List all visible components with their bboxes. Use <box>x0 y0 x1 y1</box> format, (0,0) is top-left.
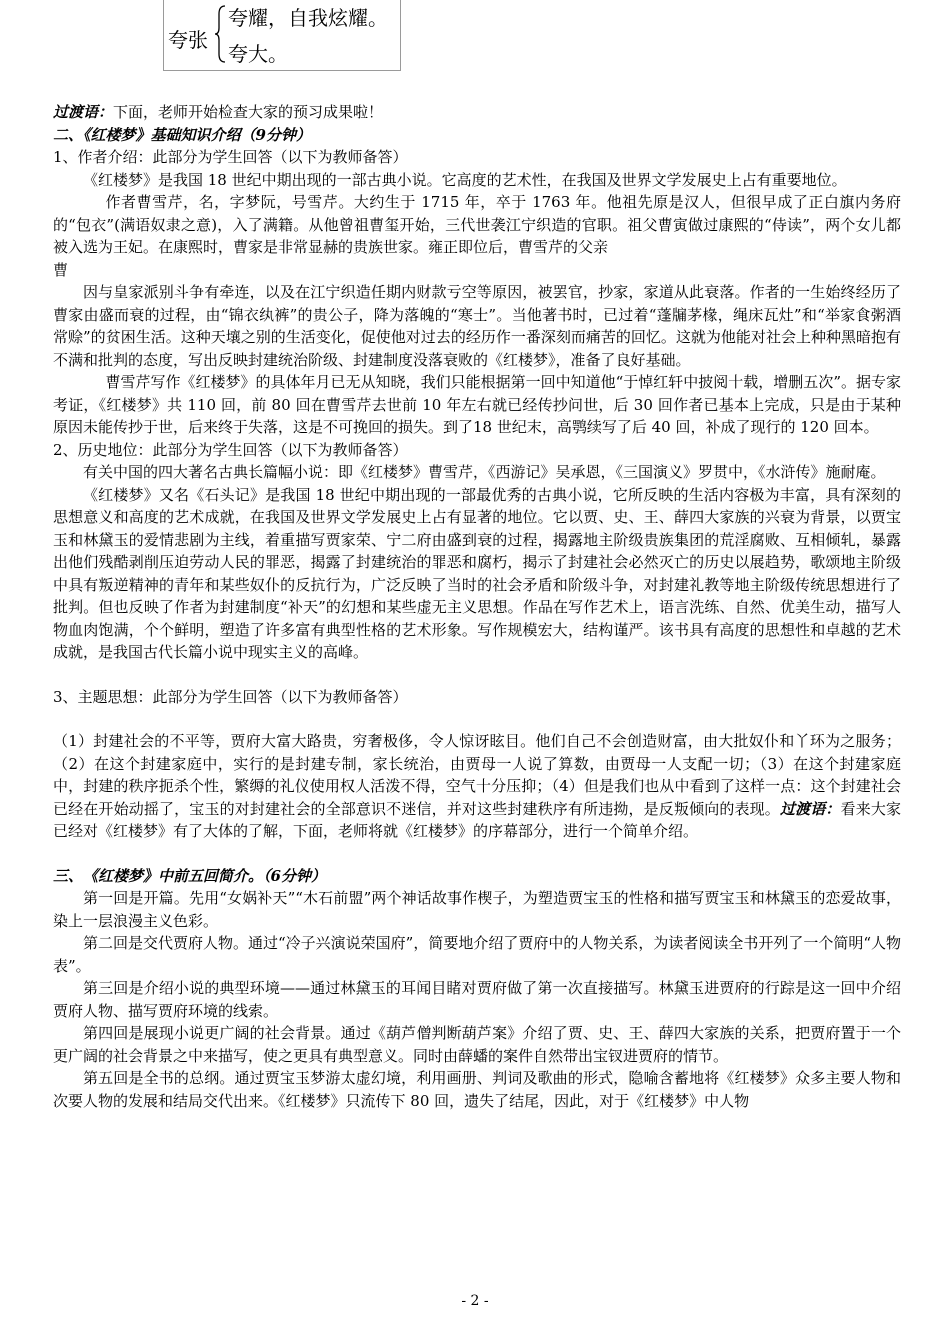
s3-paragraph-1: 第一回是开篇。先用“女娲补天”“木石前盟”两个神话故事作楔子，为塑造贾宝玉的性格和描写贾宝玉和林黛玉的恋爱故事，染上一层浪漫主义色彩。 <box>53 889 901 930</box>
transition-text: 下面，老师开始检查大家的预习成果啦！ <box>113 103 384 121</box>
s3-paragraph-4: 第四回是展现小说更广阔的社会背景。通过《葫芦僧判断葫芦案》介绍了贾、史、王、薛四大家族的关系，把贾府置于一个更广阔的社会背景之中来描写，使之更具有典型意义。同时由薛蟠的案件自然带出宝钗进贾府的情节。 <box>53 1024 901 1065</box>
s2-paragraph-7 <box>53 730 901 843</box>
s2-paragraph-6: 《红楼梦》又名《石头记》是我国 18 世纪中期出现的一部最优秀的古典小说，它所反映的生活内容极为丰富，具有深刻的思想意义和高度的艺术成就，在我国及世界文学发展史上占有显著的地位。它以贾、史、王、薛四大家族的兴衰为背景，以贾宝玉和林黛玉的爱情悲剧为主线，着重描写贾家荣、宁二府由盛到衰的过程，揭露地主阶级贵族集团的荒淫腐败、互相倾轧，暴露出他们残酷剥削压迫劳动人民的罪恶，揭露了封建统治的罪恶和腐朽，揭示了封建社会必然灭亡的历史以展趋势，歌颂地主阶级中具有叛逆精神的青年和某些奴仆的反抗行为，广泛反映了当时的社会矛盾和阶级斗争，对封建礼教等地主阶级传统思想进行了批判。但也反映了作者为封建制度“补天”的幻想和某些虚无主义思想。作品在写作艺术上，语言洗练、自然、优美生动，描写人物血肉饱满，个个鲜明，塑造了许多富有典型性格的艺术形象。写作规模宏大，结构谨严。该书具有高度的思想性和卓越的艺术成就，是我国古代长篇小说中现实主义的高峰。 <box>53 485 901 661</box>
spacer <box>53 708 901 730</box>
document-body <box>53 101 901 1112</box>
spacer <box>53 664 901 686</box>
brace-icon <box>214 4 226 64</box>
s3-paragraph-3: 第三回是介绍小说的典型环境——通过林黛玉的耳闻目睹对贾府做了第一次直接描写。林黛玉进贾府的行踪是这一回中介绍贾府人物、描写贾府环境的线索。 <box>53 979 901 1020</box>
transition-label: 过渡语： <box>53 103 114 121</box>
section-2-heading: 二、《红楼梦》基础知识介绍（9分钟） <box>53 125 311 144</box>
transition-text: 看来大家已经对《红楼梦》有了大体的了解，下面，老师将就《红楼梦》的序幕部分，进行一个简单介绍。 <box>53 799 901 840</box>
bracket-figure <box>163 0 401 71</box>
transition-1 <box>53 101 901 124</box>
s2-item-1: 1、作者介绍：此部分为学生回答（以下为教师备答） <box>53 148 408 166</box>
s3-paragraph-2: 第二回是交代贾府人物。通过“冷子兴演说荣国府”，简要地介绍了贾府中的人物关系，为读者阅读全书开列了一个简明“人物表”。 <box>53 934 902 975</box>
s2-item-2: 2、历史地位：此部分为学生回答（以下为教师备答） <box>53 440 408 459</box>
figure-line-1: 夸耀，自我炫耀。 <box>228 6 388 30</box>
transition-label: 过渡语： <box>779 799 841 818</box>
s2-paragraph-3: 因与皇家派别斗争有牵连，以及在江宁织造任期内财款亏空等原因，被罢官，抄家，家道从此衰落。作者的一生始终经历了曹家由盛而衰的过程，由“锦衣纨裤”的贵公子，降为落魄的“寒士”。当他著书时，已过着“蓬牖茅椽，绳床瓦灶”和“举家食粥酒常赊”的贫困生活。这种天壤之别的生活变化，促使他对过去的经历作一番深刻而痛苦的回忆。这就为他能对社会上种种黑暗抱有不满和批判的态度，写出反映封建统治阶级、封建制度没落衰败的《红楼梦》，准备了良好基础。 <box>53 283 901 369</box>
s2-paragraph-4: 曹雪芹写作《红楼梦》的具体年月已无从知晓，我们只能根据第一回中知道他“于悼红轩中披阅十载，增删五次”。据专家考证，《红楼梦》共 110 回，前 80 回在曹雪芹去世前 10 年左右就已经传抄问世，后 30 回作者已基本上完成，只是由于某种原因未能传抄于世，后来终于失落，这是不可挽回的损失。到了18 世纪末，高鹗续写了后 40 回，补成了现行的 120 回本。 <box>53 373 901 436</box>
figure-left-word: 夸张 <box>168 28 208 52</box>
s2-paragraph-1: 《红楼梦》是我国 18 世纪中期出现的一部古典小说。它高度的艺术性，在我国及世界文学发展史上占有重要地位。 <box>83 170 847 189</box>
section-3-heading: 三、 《红楼梦》中前五回简介。（6分钟） <box>53 866 326 885</box>
s2-paragraph-2-tail: 曹 <box>53 260 69 279</box>
spacer <box>53 843 901 865</box>
s2-paragraph-2: 作者曹雪芹，名，字梦阮，号雪芹。大约生于 1715 年，卒于 1763 年。他祖先原是汉人，但很早成了正白旗内务府的“包衣”(满语奴隶之意)，入了满籍。从他曾祖曹玺开始，三代世袭江宁织造的官职。祖父曹寅做过康熙的“侍读”，两个女儿都被入选为王妃。在康熙时，曹家是非常显赫的贵族世家。雍正即位后，曹雪芹的父亲 <box>53 193 901 256</box>
page-number: - 2 - <box>461 1293 489 1309</box>
s3-paragraph-5: 第五回是全书的总纲。通过贾宝玉梦游太虚幻境，利用画册、判词及歌曲的形式，隐喻含蓄地将《红楼梦》众多主要人物和次要人物的发展和结局交代出来。《红楼梦》只流传下 80 回，遗失了结尾，因此，对于《红楼梦》中人物 <box>53 1069 901 1110</box>
s2-paragraph-7-text: （1）封建社会的不平等，贾府大富大路贵，穷奢极侈，令人惊讶眩目。他们自己不会创造财富，由大批奴仆和丫环为之服务；（2）在这个封建家庭中，实行的是封建专制，家长统治，由贾母一人说了算数，由贾母一人支配一切；（3）在这个封建家庭中，封建的秩序扼杀个性，繁缛的礼仪使用权人活泼不得，空气十分压抑；（4）但是我们也从中看到了这样一点：这个封建社会已经在开始动摇了，宝玉的对封建社会的全部意识不迷信，并对这些封建秩序有所违拗，是反叛倾向的表现。 <box>53 732 901 818</box>
s2-item-3: 3、主题思想：此部分为学生回答（以下为教师备答） <box>53 687 408 706</box>
s2-paragraph-5: 有关中国的四大著名古典长篇幅小说：即《红楼梦》曹雪芹，《西游记》吴承恩，《三国演义》罗贯中，《水浒传》施耐庵。 <box>83 463 886 481</box>
figure-line-2: 夸大。 <box>228 42 288 66</box>
